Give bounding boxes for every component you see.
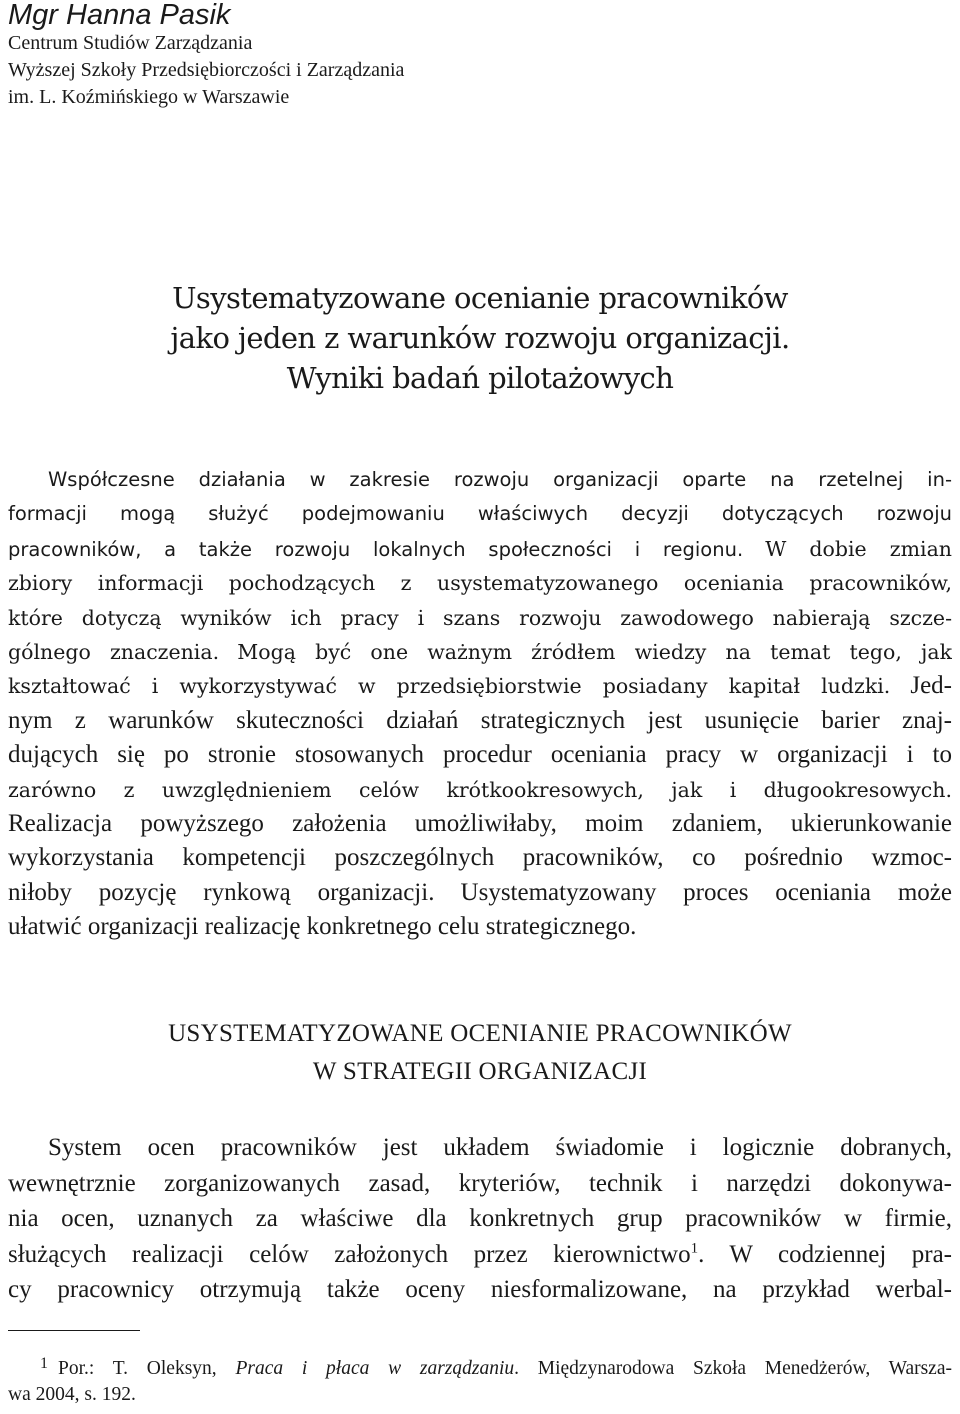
intro-paragraph	[8, 463, 952, 944]
text-line: nym z warunków skuteczności działań strategicznych jest usunięcie barier znaj-	[8, 706, 952, 734]
author-name: Mgr Hanna Pasik	[8, 0, 231, 31]
article-title	[8, 278, 952, 398]
text-line: zbiory informacji pochodzących z usystematyzowanego oceniania pracowników,	[8, 571, 952, 596]
footnote-number: 1	[40, 1355, 48, 1372]
text-line	[8, 635, 952, 669]
text-line: Współczesne działania w zakresie rozwoju organizacji oparte na rzetelnej in-	[48, 468, 952, 491]
text-line: System ocen pracowników jest układem świadomie i logicznie dobranych,	[48, 1134, 952, 1161]
text-run: Jed-	[910, 672, 952, 700]
section-heading	[8, 1015, 952, 1091]
text-line: formacji mogą służyć podejmowaniu właściwych decyzji dotyczących rozwoju	[8, 502, 952, 526]
text-line: cy pracownicy otrzymują także oceny niesformalizowane, na przykład werbal-	[8, 1276, 952, 1303]
text-run: kształtować i wykorzystywać w przedsiębiorstwie posiadany kapitał ludzki.	[8, 674, 891, 699]
footnote	[8, 1351, 952, 1408]
footnote-divider	[8, 1330, 140, 1331]
text-run: pracowników, a także rozwoju lokalnych społeczności i regionu.	[8, 537, 744, 561]
text-line: wewnętrznie zorganizowanych zasad, kryteriów, technik i narzędzi dokonywa-	[8, 1169, 952, 1197]
footnote-ref[interactable]: 1	[690, 1240, 699, 1257]
title-line: Usystematyzowane ocenianie pracowników	[172, 281, 788, 315]
text-line: dujących się po stronie stosowanych procedur oceniania pracy w organizacji i to	[8, 741, 952, 769]
text-run: służących realizacji celów założonych przez kierownictwo	[8, 1240, 691, 1268]
affiliation-line: Centrum Studiów Zarządzania	[8, 32, 253, 54]
text-run: gólnego znaczenia.	[8, 639, 220, 664]
text-line: Realizacja powyższego założenia umożliwiłaby, moim zdaniem, ukierunkowanie	[8, 809, 952, 837]
footnote-text: . Międzynarodowa Szkoła Menedżerów, Warsza-	[514, 1358, 952, 1379]
text-line	[8, 1237, 952, 1273]
text-run: W dobie zmian	[765, 536, 952, 561]
document-page	[8, 0, 952, 1414]
footnote-line	[8, 1351, 952, 1382]
text-line: zarówno z uwzględnieniem celów krótkookresowych, jak i długookresowych.	[8, 777, 952, 802]
footnote-line: wa 2004, s. 192.	[8, 1384, 136, 1405]
text-run: niłoby pozycję rynkową organizacji.	[8, 878, 435, 906]
text-line: ułatwić organizacji realizację konkretnego celu strategicznego.	[8, 913, 637, 941]
section-heading-line: W STRATEGII ORGANIZACJI	[312, 1058, 648, 1085]
text-line	[8, 532, 952, 566]
text-line: nia ocen, uznanych za właściwe dla konkretnych grup pracowników w firmie,	[8, 1205, 952, 1232]
text-line: wykorzystania kompetencji poszczególnych pracowników, co pośrednio wzmoc-	[8, 844, 952, 872]
footnote-book-title: Praca i płaca w zarządzaniu	[235, 1358, 515, 1379]
footnote-text: Por.: T. Oleksyn,	[58, 1358, 236, 1379]
text-line	[8, 876, 952, 910]
section-heading-line: USYSTEMATYZOWANE OCENIANIE PRACOWNIKÓW	[168, 1020, 792, 1047]
text-run: Mogą być one ważnym źródłem wiedzy na temat tego, jak	[237, 639, 952, 664]
text-run: Usystematyzowany proces oceniania może	[460, 878, 952, 906]
author-block	[8, 0, 708, 111]
text-run: . W codziennej pra-	[698, 1240, 952, 1268]
text-line	[8, 669, 952, 703]
text-line: które dotyczą wyników ich pracy i szans rozwoju zawodowego nabierają szcze-	[8, 605, 952, 630]
title-line: jako jeden z warunków rozwoju organizacji.	[170, 321, 790, 355]
affiliation-line: Wyższej Szkoły Przedsiębiorczości i Zarządzania	[8, 59, 405, 81]
title-line: Wyniki badań pilotażowych	[286, 361, 674, 395]
affiliation-line: im. L. Koźmińskiego w Warszawie	[8, 86, 290, 108]
body-paragraph	[8, 1130, 952, 1308]
